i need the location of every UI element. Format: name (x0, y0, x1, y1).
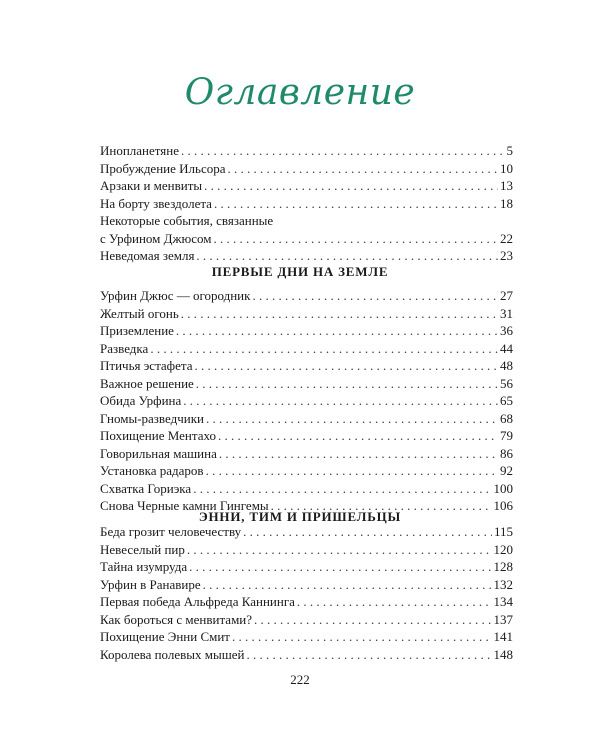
toc-entry-page: 120 (493, 541, 513, 557)
toc-entry-title: Первая победа Альфреда Каннинга (100, 594, 295, 609)
toc-entry-title: Важное решение (100, 375, 194, 391)
dot-leader (243, 523, 492, 541)
toc-entry-title: Королева полевых мышей (100, 646, 245, 662)
toc-entry-page: 134 (493, 594, 513, 609)
dot-leader (252, 287, 498, 305)
dot-leader (227, 160, 498, 178)
dot-leader (189, 558, 491, 576)
dot-leader (214, 195, 498, 213)
dot-leader (232, 628, 492, 646)
toc-entry[interactable] (100, 410, 513, 428)
toc-entry-page: 86 (500, 445, 513, 461)
toc-entry-page: 79 (500, 428, 513, 443)
toc-entry-title: Урфин в Ранавире (100, 576, 201, 592)
toc-entry[interactable] (100, 646, 513, 664)
toc-entry-title: Похищение Энни Смит (100, 629, 230, 644)
toc-entry-title: Тайна изумруда (100, 559, 188, 574)
toc-entry-title: Снова Черные камни Гингемы (100, 498, 269, 513)
toc-entry[interactable] (100, 445, 513, 463)
toc-entry[interactable] (100, 523, 513, 541)
dot-leader (297, 593, 492, 611)
toc-entry[interactable] (100, 305, 513, 323)
toc-entry[interactable] (100, 593, 513, 611)
toc-entry-line1[interactable] (100, 212, 513, 230)
toc-entry-title: Приземление (100, 323, 174, 338)
toc-entry-title: На борту звездолета (100, 195, 212, 211)
toc-entry-title: Установка радаров (100, 463, 204, 478)
toc-entry-title: Гномы-разведчики (100, 410, 204, 426)
dot-leader (176, 322, 498, 340)
dot-leader (193, 480, 491, 498)
toc-section-intro (100, 142, 513, 265)
toc-entry[interactable] (100, 230, 513, 248)
toc-entry-page: 22 (500, 230, 513, 246)
toc-entry-page: 100 (493, 480, 513, 496)
toc-entry-title: Обида Урфина (100, 393, 182, 408)
toc-entry-title: Неведомая земля (100, 248, 195, 263)
toc-entry[interactable] (100, 375, 513, 393)
toc-entry[interactable] (100, 287, 513, 305)
dot-leader (187, 541, 492, 559)
dot-leader (254, 611, 491, 629)
toc-entry-title: Невеселый пир (100, 541, 185, 557)
toc-entry[interactable] (100, 247, 513, 265)
dot-leader (150, 340, 498, 358)
toc-entry[interactable] (100, 160, 513, 178)
toc-entry-title: Урфин Джюс — огородник (100, 288, 251, 303)
toc-entry[interactable] (100, 480, 513, 498)
toc-entry-page: 10 (500, 160, 513, 176)
toc-entry-page: 31 (500, 305, 513, 321)
toc-entry-page: 132 (493, 576, 513, 592)
toc-entry[interactable] (100, 558, 513, 576)
dot-leader (183, 392, 498, 410)
dot-leader (219, 445, 498, 463)
toc-entry[interactable] (100, 541, 513, 559)
toc-entry-page: 65 (500, 393, 513, 408)
toc-entry-page: 5 (506, 143, 513, 158)
dot-leader (213, 230, 498, 248)
toc-section-first-days (100, 287, 513, 515)
toc-entry[interactable] (100, 611, 513, 629)
dot-leader (203, 576, 492, 594)
dot-leader (195, 357, 499, 375)
toc-entry-page: 106 (493, 498, 513, 513)
toc-section-enni-tim (100, 523, 513, 663)
toc-entry[interactable] (100, 628, 513, 646)
dot-leader (196, 247, 498, 265)
toc-entry[interactable] (100, 392, 513, 410)
dot-leader (181, 142, 504, 160)
toc-entry-title: Птичья эстафета (100, 358, 193, 373)
toc-entry-page: 13 (500, 178, 513, 193)
section-heading: ПЕРВЫЕ ДНИ НА ЗЕМЛЕ (211, 264, 389, 279)
toc-entry-title-line1: Некоторые события, связанные (100, 213, 274, 228)
dot-leader (218, 427, 498, 445)
toc-entry-title: Как бороться с менвитами? (100, 611, 253, 627)
toc-entry-page: 48 (500, 358, 513, 373)
toc-entry-page: 56 (500, 375, 513, 391)
toc-entry-page: 44 (500, 340, 513, 356)
toc-entry[interactable] (100, 322, 513, 340)
page-number: 222 (290, 672, 310, 687)
toc-entry[interactable] (100, 340, 513, 358)
toc-entry[interactable] (100, 177, 513, 195)
dot-leader (206, 410, 498, 428)
toc-entry-page: 148 (493, 646, 513, 662)
toc-entry-page: 115 (493, 524, 513, 539)
toc-entry-title: Пробуждение Ильсора (100, 160, 226, 176)
toc-entry-title: Беда грозит человечеству (100, 524, 242, 539)
dot-leader (246, 646, 491, 664)
toc-entry-title: Арзаки и менвиты (100, 178, 203, 193)
toc-entry-title: Схватка Гориэка (100, 480, 192, 496)
dot-leader (181, 305, 498, 323)
toc-entry-title: Инопланетяне (100, 143, 180, 158)
toc-entry-title: Похищение Ментахо (100, 428, 216, 443)
toc-entry-page: 141 (493, 629, 513, 644)
toc-entry[interactable] (100, 357, 513, 375)
toc-entry-page: 128 (493, 559, 513, 574)
toc-entry-title: с Урфином Джюсом (100, 230, 212, 246)
dot-leader (196, 375, 498, 393)
toc-entry-page: 68 (500, 410, 513, 426)
toc-entry[interactable] (100, 142, 513, 160)
toc-entry-page: 27 (500, 288, 513, 303)
toc-entry[interactable] (100, 462, 513, 480)
toc-entry[interactable] (100, 195, 513, 213)
toc-entry-page: 137 (493, 611, 513, 627)
toc-entry-title: Желтый огонь (100, 305, 179, 321)
toc-entry-title: Говорильная машина (100, 445, 217, 461)
toc-entry[interactable] (100, 427, 513, 445)
toc-entry-page: 23 (500, 248, 513, 263)
toc-entry-title: Разведка (100, 340, 149, 356)
dot-leader (206, 462, 498, 480)
toc-entry[interactable] (100, 576, 513, 594)
toc-entry-page: 92 (500, 463, 513, 478)
toc-entry-page: 36 (500, 323, 513, 338)
toc-entry-page: 18 (500, 195, 513, 211)
dot-leader (204, 177, 498, 195)
section-heading: ЭННИ, ТИМ И ПРИШЕЛЬЦЫ (198, 509, 402, 524)
page-title: Оглавление (184, 72, 416, 113)
